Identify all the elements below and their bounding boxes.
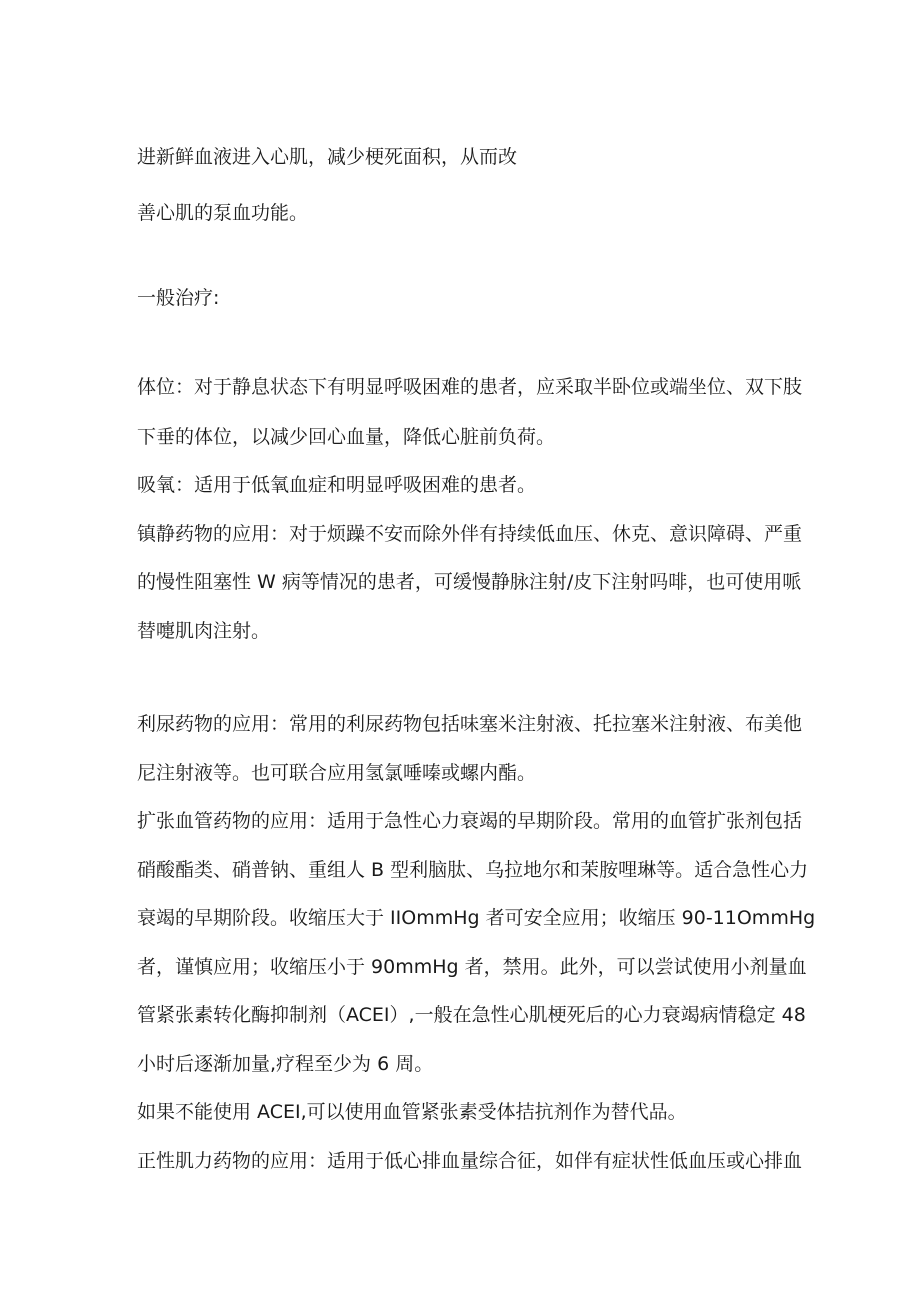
text-line: 体位：对于静息状态下有明显呼吸困难的患者，应采取半卧位或端坐位、双下肢	[137, 376, 803, 398]
text-line: 小时后逐渐加量,疗程至少为 6 周。	[137, 1053, 434, 1075]
text-line: 镇静药物的应用：对于烦躁不安而除外伴有持续低血压、休克、意识障碍、严重	[137, 523, 803, 545]
text-line: 吸氧：适用于低氧血症和明显呼吸困难的患者。	[137, 474, 537, 496]
text-line: 管紧张素转化酶抑制剂（ACEI）,一般在急性心肌梗死后的心力衰竭病情稳定 48	[137, 1004, 806, 1026]
text-line: 衰竭的早期阶段。收缩压大于 IIOmmHg 者可安全应用；收缩压 90-11OmmHg	[137, 907, 816, 929]
text-line: 硝酸酯类、硝普钠、重组人 B 型利脑肽、乌拉地尔和茉胺哩琳等。适合急性心力	[137, 859, 809, 881]
text-line: 尼注射液等。也可联合应用氢氯唾嗪或螺内酯。	[137, 762, 537, 784]
text-line: 者，谨慎应用；收缩压小于 90mmHg 者，禁用。此外，可以尝试使用小剂量血	[137, 956, 807, 978]
text-line: 正性肌力药物的应用：适用于低心排血量综合征，如伴有症状性低血压或心排血	[137, 1150, 803, 1172]
text-line: 替嚏肌肉注射。	[137, 620, 271, 642]
text-line: 善心肌的泵血功能。	[137, 202, 309, 224]
text-line: 下垂的体位，以减少回心血量，降低心脏前负荷。	[137, 426, 556, 448]
section-heading: 一般治疗:	[137, 287, 220, 309]
text-line: 如果不能使用 ACEI,可以使用血管紧张素受体拮抗剂作为替代品。	[137, 1101, 687, 1123]
text-line: 的慢性阻塞性 W 病等情况的患者，可缓慢静脉注射/皮下注射吗啡，也可使用哌	[137, 571, 802, 593]
text-line: 利尿药物的应用：常用的利尿药物包括味塞米注射液、托拉塞米注射液、布美他	[137, 713, 803, 735]
text-line: 扩张血管药物的应用：适用于急性心力衰竭的早期阶段。常用的血管扩张剂包括	[137, 810, 803, 832]
text-line: 进新鲜血液进入心肌，减少梗死面积，从而改	[137, 146, 518, 168]
